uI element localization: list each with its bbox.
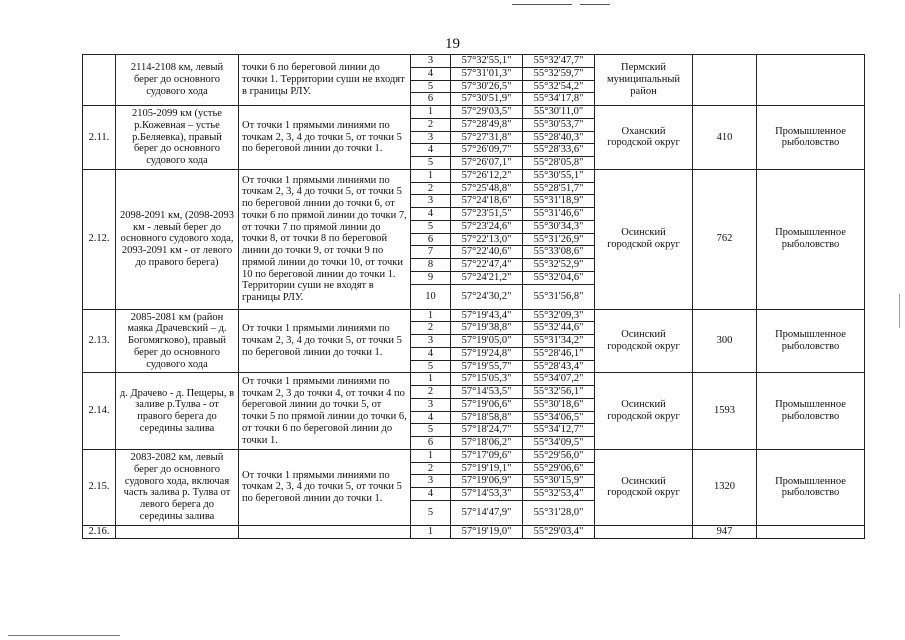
latitude: 57°19'43,4" [451,309,523,322]
longitude: 55°32'09,3" [523,309,595,322]
latitude: 57°24'30,2" [451,284,523,309]
boundary-description: От точки 1 прямыми линиями по точкам 2, 3, 4 до точки 5, от точки 5 по береговой линии до точки 1. [239,309,411,373]
latitude: 57°19'38,8" [451,322,523,335]
longitude: 55°29'06,6" [523,462,595,475]
row-number: 2.11. [83,106,116,170]
row-number: 2.12. [83,169,116,309]
area-name: 2114-2108 км, левый берег до основного судового хода [116,55,239,106]
longitude: 55°28'05,8" [523,157,595,170]
municipality: Оханский городской округ [595,106,693,170]
longitude: 55°30'15,9" [523,475,595,488]
latitude: 57°19'19,0" [451,525,523,538]
longitude: 55°28'33,6" [523,144,595,157]
usage-type [757,525,865,538]
longitude: 55°28'43,4" [523,360,595,373]
latitude: 57°19'06,9" [451,475,523,488]
latitude: 57°26'09,7" [451,144,523,157]
latitude: 57°29'03,5" [451,106,523,119]
area-hectares: 410 [693,106,757,170]
point-number: 8 [411,259,451,272]
longitude: 55°30'55,1" [523,169,595,182]
point-number: 1 [411,309,451,322]
municipality: Осинский городской округ [595,169,693,309]
fishing-areas-table [82,54,865,539]
boundary-description: точки 6 по береговой линии до точки 1. Территории суши не входят в границы РЛУ. [239,55,411,106]
latitude: 57°22'40,6" [451,246,523,259]
longitude: 55°32'47,7" [523,55,595,68]
point-number: 3 [411,475,451,488]
row-number [83,55,116,106]
point-number: 1 [411,525,451,538]
point-number: 1 [411,373,451,386]
row-number: 2.15. [83,449,116,525]
point-number: 9 [411,271,451,284]
point-number: 4 [411,144,451,157]
boundary-description: От точки 1 прямыми линиями по точкам 2, 3, 4 до точки 5, от точки 5 по береговой линии до точки 1. [239,106,411,170]
usage-type [757,55,865,106]
longitude: 55°32'54,2" [523,80,595,93]
latitude: 57°18'24,7" [451,424,523,437]
longitude: 55°31'26,9" [523,233,595,246]
point-number: 6 [411,233,451,246]
area-name: 2098-2091 км, (2098-2093 км - левый берег до основного судового хода, 2093-2091 км - от левого до правого берега) [116,169,239,309]
municipality: Пермский муниципальный район [595,55,693,106]
point-number: 3 [411,195,451,208]
latitude: 57°19'06,6" [451,398,523,411]
longitude: 55°28'40,3" [523,131,595,144]
longitude: 55°34'12,7" [523,424,595,437]
longitude: 55°33'08,6" [523,246,595,259]
longitude: 55°32'52,9" [523,259,595,272]
latitude: 57°26'12,2" [451,169,523,182]
latitude: 57°26'07,1" [451,157,523,170]
longitude: 55°29'56,0" [523,449,595,462]
latitude: 57°22'13,0" [451,233,523,246]
longitude: 55°31'56,8" [523,284,595,309]
bottom-rule [8,635,120,636]
longitude: 55°31'34,2" [523,335,595,348]
latitude: 57°14'53,5" [451,386,523,399]
latitude: 57°19'55,7" [451,360,523,373]
right-edge-mark [899,294,900,328]
boundary-description: От точки 1 прямыми линиями по точкам 2, 3, 4 до точки 5, от точки 5 по береговой линии до точки 6, от точки 6 по прямой линии до точки 7, от точки 7 по прямой линии до точки 8, от точки 8 по береговой линии до точки 9, от точки 9 по прямой линии до точки 10, от точки 10 по береговой линии до точки 1. Территории суши не входят в границы РЛУ. [239,169,411,309]
table-row [83,373,865,386]
top-rule-right [580,4,610,5]
latitude: 57°23'51,5" [451,208,523,221]
table-row [83,309,865,322]
latitude: 57°18'06,2" [451,437,523,450]
point-number: 4 [411,488,451,501]
area-name [116,525,239,538]
area-hectares: 762 [693,169,757,309]
point-number: 5 [411,424,451,437]
usage-type: Промышленное рыболовство [757,373,865,450]
area-hectares [693,55,757,106]
point-number: 2 [411,462,451,475]
latitude: 57°27'31,8" [451,131,523,144]
latitude: 57°24'21,2" [451,271,523,284]
latitude: 57°19'24,8" [451,347,523,360]
point-number: 10 [411,284,451,309]
point-number: 1 [411,106,451,119]
latitude: 57°19'05,0" [451,335,523,348]
point-number: 1 [411,169,451,182]
longitude: 55°30'18,6" [523,398,595,411]
point-number: 5 [411,360,451,373]
latitude: 57°30'26,5" [451,80,523,93]
municipality: Осинский городской округ [595,449,693,525]
point-number: 6 [411,437,451,450]
point-number: 5 [411,80,451,93]
municipality [595,525,693,538]
table-row [83,449,865,462]
longitude: 55°32'04,6" [523,271,595,284]
area-name: 2105-2099 км (устье р.Кожевная – устье р.Беляевка), правый берег до основного судового хода [116,106,239,170]
longitude: 55°29'03,4" [523,525,595,538]
latitude: 57°14'53,3" [451,488,523,501]
row-number: 2.13. [83,309,116,373]
area-name: 2083-2082 км, левый берег до основного судового хода, включая часть залива р. Тулва от левого берега до середины залива [116,449,239,525]
longitude: 55°28'46,1" [523,347,595,360]
latitude: 57°30'51,9" [451,93,523,106]
point-number: 2 [411,182,451,195]
point-number: 5 [411,220,451,233]
usage-type: Промышленное рыболовство [757,309,865,373]
latitude: 57°25'48,8" [451,182,523,195]
point-number: 5 [411,500,451,525]
table-row [83,55,865,68]
longitude: 55°31'46,6" [523,208,595,221]
page-number: 19 [445,36,460,52]
latitude: 57°32'55,1" [451,55,523,68]
area-hectares: 300 [693,309,757,373]
latitude: 57°18'58,8" [451,411,523,424]
usage-type: Промышленное рыболовство [757,106,865,170]
row-number: 2.16. [83,525,116,538]
usage-type: Промышленное рыболовство [757,449,865,525]
point-number: 3 [411,131,451,144]
longitude: 55°32'56,1" [523,386,595,399]
longitude: 55°32'44,6" [523,322,595,335]
point-number: 4 [411,411,451,424]
point-number: 2 [411,322,451,335]
table-row [83,169,865,182]
point-number: 3 [411,55,451,68]
point-number: 7 [411,246,451,259]
point-number: 2 [411,118,451,131]
latitude: 57°31'01,3" [451,67,523,80]
latitude: 57°28'49,8" [451,118,523,131]
area-name: 2085-2081 км (район маяка Драчевский – д. Богомягково), правый берег до основного судового хода [116,309,239,373]
longitude: 55°31'28,0" [523,500,595,525]
row-number: 2.14. [83,373,116,450]
table-row [83,525,865,538]
municipality: Осинский городской округ [595,309,693,373]
longitude: 55°34'17,8" [523,93,595,106]
latitude: 57°15'05,3" [451,373,523,386]
top-rule-left [512,4,572,5]
boundary-description: От точки 1 прямыми линиями по точкам 2, 3, 4 до точки 5, от точки 5 по береговой линии до точки 1. [239,449,411,525]
point-number: 3 [411,335,451,348]
latitude: 57°17'09,6" [451,449,523,462]
usage-type: Промышленное рыболовство [757,169,865,309]
longitude: 55°31'18,9" [523,195,595,208]
latitude: 57°14'47,9" [451,500,523,525]
point-number: 2 [411,386,451,399]
point-number: 5 [411,157,451,170]
point-number: 6 [411,93,451,106]
longitude: 55°34'09,5" [523,437,595,450]
longitude: 55°32'59,7" [523,67,595,80]
area-name: д. Драчево - д. Пещеры, в заливе р.Тулва - от правого берега до середины залива [116,373,239,450]
latitude: 57°19'19,1" [451,462,523,475]
longitude: 55°34'07,2" [523,373,595,386]
latitude: 57°23'24,6" [451,220,523,233]
table-row [83,106,865,119]
area-hectares: 947 [693,525,757,538]
point-number: 4 [411,347,451,360]
area-hectares: 1320 [693,449,757,525]
point-number: 4 [411,208,451,221]
area-hectares: 1593 [693,373,757,450]
longitude: 55°28'51,7" [523,182,595,195]
point-number: 1 [411,449,451,462]
boundary-description [239,525,411,538]
longitude: 55°32'53,4" [523,488,595,501]
point-number: 3 [411,398,451,411]
longitude: 55°34'06,5" [523,411,595,424]
boundary-description: От точки 1 прямыми линиями по точкам 2, 3 до точки 4, от точки 4 по береговой линии до точки 5, от точки 5 по прямой линии до точки 6, от точки 6 по береговой линии до точки 1. [239,373,411,450]
table-body [83,55,865,539]
municipality: Осинский городской округ [595,373,693,450]
longitude: 55°30'53,7" [523,118,595,131]
longitude: 55°30'11,0" [523,106,595,119]
latitude: 57°24'18,6" [451,195,523,208]
latitude: 57°22'47,4" [451,259,523,272]
longitude: 55°30'34,3" [523,220,595,233]
point-number: 4 [411,67,451,80]
